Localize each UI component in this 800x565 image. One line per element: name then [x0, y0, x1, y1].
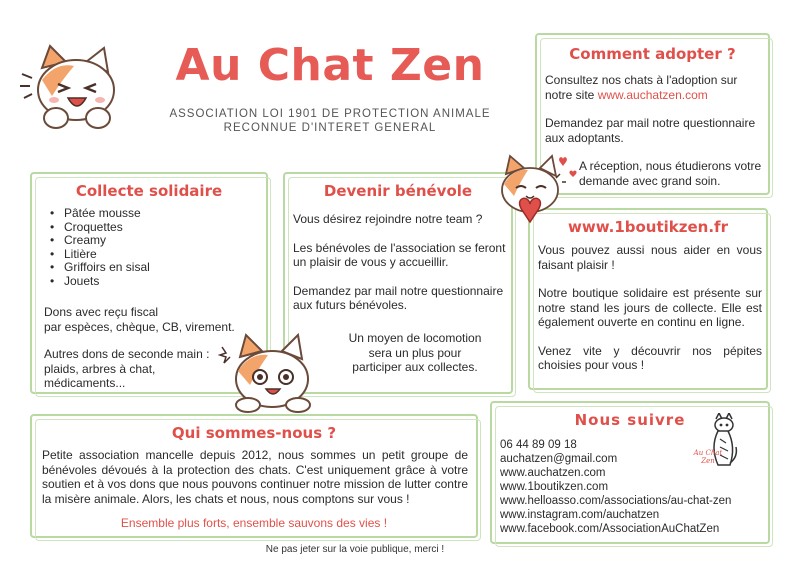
adopter-p2: Demandez par mail notre questionnaire aux adoptants.	[545, 116, 756, 145]
boutique-box	[528, 208, 768, 390]
phone-number[interactable]: 06 44 89 09 18	[500, 439, 577, 451]
collecte-autres: Autres dons de seconde main : plaids, arbres à chat, médicaments...	[44, 347, 210, 390]
adopter-website-link[interactable]: www.auchatzen.com	[597, 87, 708, 102]
logo-text: Au Chat Zen	[693, 449, 723, 465]
footer-note: Ne pas jeter sur la voie publique, merci !	[265, 544, 445, 555]
list-item: • Pâtée mousse	[48, 207, 258, 221]
suivre-title: Nous suivre	[574, 411, 686, 429]
qui-slogan: Ensemble plus forts, ensemble sauvons des vies !	[120, 516, 388, 530]
suivre-box	[490, 401, 770, 544]
benevole-p2: Les bénévoles de l'association se feront un plaisir de vous y accueillir.	[293, 240, 506, 269]
benevole-p1: Vous désirez rejoindre notre team ?	[293, 212, 483, 226]
au-chat-zen-logo	[692, 413, 740, 475]
page-subtitle	[160, 107, 500, 135]
instagram-link[interactable]: www.instagram.com/auchatzen	[500, 509, 660, 521]
boutique-p1: Vous pouvez aussi nous aider en vous faisant plaisir !	[538, 243, 762, 272]
qui-box	[30, 414, 478, 538]
boutique-title[interactable]: www.1boutikzen.fr	[568, 218, 728, 236]
list-item: • Croquettes	[48, 221, 258, 235]
collecte-list	[48, 207, 258, 288]
list-item: • Litière	[48, 248, 258, 262]
helloasso-link[interactable]: www.helloasso.com/associations/au-chat-zen	[500, 495, 732, 507]
subtitle-line-2: RECONNUE D'INTERET GENERAL	[223, 122, 437, 134]
boutique-p2: Notre boutique solidaire est présente sur notre stand les jours de collecte. Elle est également ouverte en continu en ligne.	[538, 286, 762, 329]
website-link[interactable]: www.auchatzen.com	[500, 467, 606, 479]
benevole-p4: Un moyen de locomotion sera un plus pour participer aux collectes.	[348, 331, 482, 374]
benevole-title: Devenir bénévole	[323, 182, 473, 200]
cat-surprised-illustration	[212, 323, 324, 413]
adopter-p3: A réception, nous étudierons votre demande avec grand soin.	[579, 159, 762, 188]
boutique-text	[538, 243, 762, 387]
boutique-p3: Venez vite y découvrir nos pépites choisies pour vous !	[538, 343, 762, 372]
qui-title: Qui sommes-nous ?	[171, 424, 337, 442]
page-title: Au Chat Zen	[175, 40, 485, 91]
benevole-text	[293, 212, 507, 327]
collecte-title: Collecte solidaire	[75, 182, 223, 200]
list-item: • Jouets	[48, 275, 258, 289]
adopter-title: Comment adopter ?	[569, 45, 736, 63]
qui-text: Petite association mancelle depuis 2012, nous sommes un petit groupe de bénévoles dévoués à la protection des chats. C'est uniquement grâce à votre soutien et à vos dons que nous pouvons continuer notre mission de lutter contre la misère animale. Alors, les chats et nous, nous comptons sur vous !	[42, 448, 468, 506]
adopter-p1: Consultez nos chats à l'adoption sur notre site www.auchatzen.com	[545, 73, 738, 102]
list-item: • Griffoirs en sisal	[48, 261, 258, 275]
benevole-p3: Demandez par mail notre questionnaire aux futurs bénévoles.	[293, 283, 504, 312]
facebook-link[interactable]: www.facebook.com/AssociationAuChatZen	[500, 523, 720, 535]
cat-laughing-illustration	[12, 40, 130, 140]
list-item: • Creamy	[48, 234, 258, 248]
collecte-dons: Dons avec reçu fiscal par espèces, chèque, CB, virement.	[44, 305, 235, 334]
boutique-link[interactable]: www.1boutikzen.com	[500, 481, 609, 493]
email-link[interactable]: auchatzen@gmail.com	[500, 453, 618, 465]
subtitle-line-1: ASSOCIATION LOI 1901 DE PROTECTION ANIMALE	[169, 108, 491, 120]
cat-heart-illustration	[494, 152, 584, 230]
